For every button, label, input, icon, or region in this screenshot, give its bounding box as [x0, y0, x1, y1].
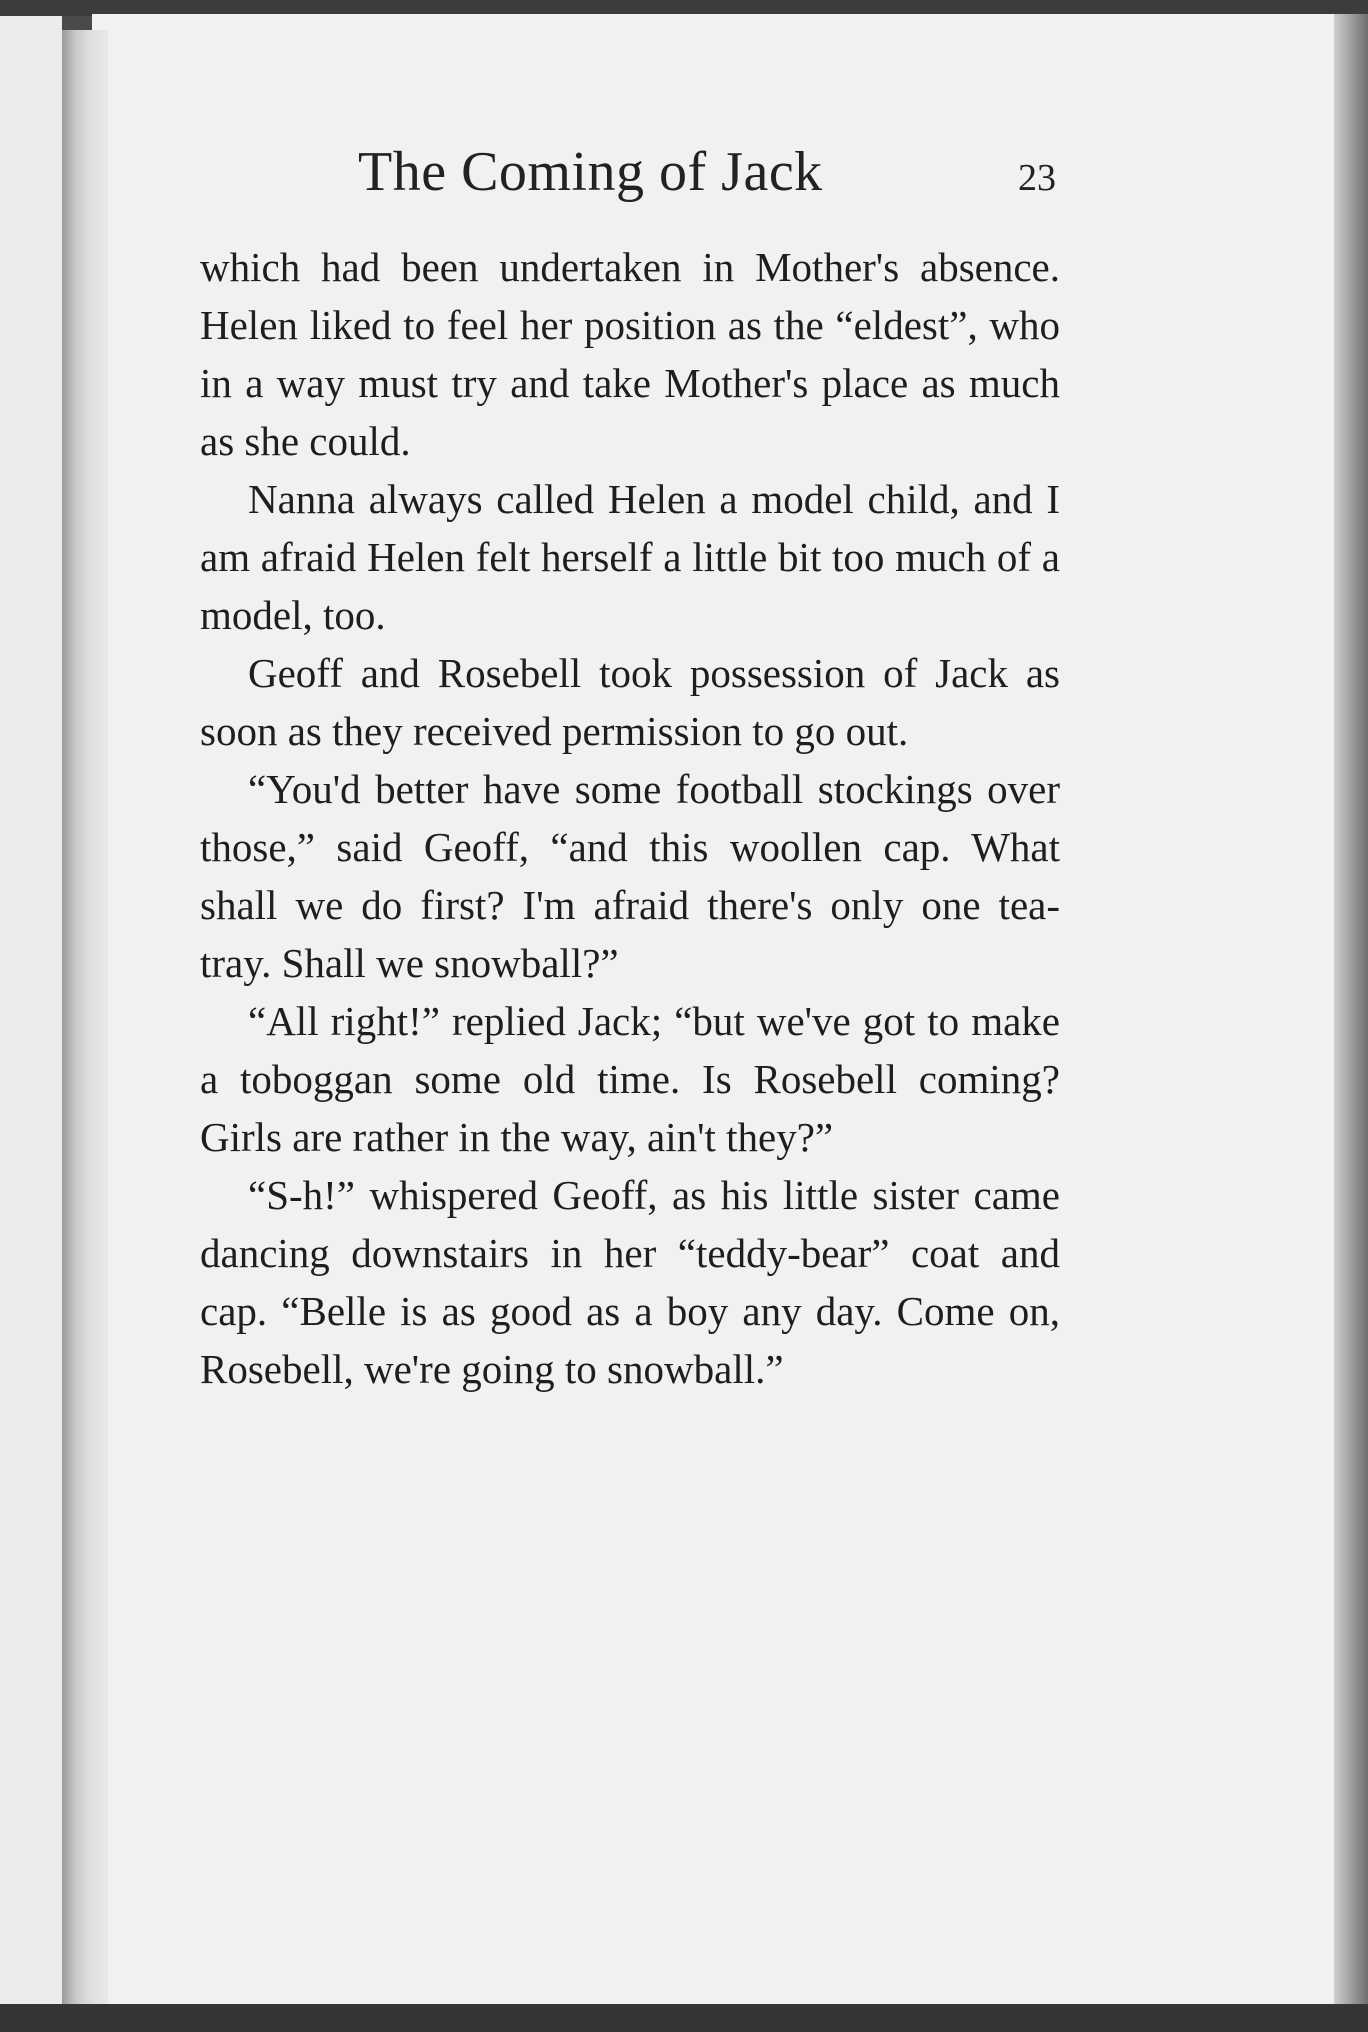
page-body	[200, 238, 1060, 1398]
paragraph: which had been undertaken in Mother's absence. Helen liked to feel her position as the “eldest”, who in a way must try and take Mother's place as much as she could.	[200, 244, 1060, 464]
facing-page-edge	[0, 16, 62, 2006]
running-header	[200, 140, 1072, 220]
page-number: 23	[1018, 157, 1056, 199]
page-fore-edge	[1334, 14, 1368, 2032]
running-title: The Coming of Jack	[358, 141, 823, 203]
scan-bottom-border	[0, 2004, 1368, 2032]
book-gutter	[62, 30, 108, 2005]
paragraph: “All right!” replied Jack; “but we've got to make a toboggan some old time. Is Rosebell coming? Girls are rather in the way, ain't they?”	[200, 998, 1060, 1160]
paragraph: “S-h!” whispered Geoff, as his little sister came dancing downstairs in her “teddy-bear” coat and cap. “Belle is as good as a boy any day. Come on, Rosebell, we're going to snowball.”	[200, 1172, 1060, 1392]
paragraph: “You'd better have some football stockings over those,” said Geoff, “and this woollen cap. What shall we do first? I'm afraid there's only one tea-tray. Shall we snowball?”	[200, 766, 1060, 986]
paragraph: Geoff and Rosebell took possession of Jack as soon as they received permission to go out.	[200, 650, 1060, 754]
paragraph: Nanna always called Helen a model child, and I am afraid Helen felt herself a little bit too much of a model, too.	[200, 476, 1060, 638]
